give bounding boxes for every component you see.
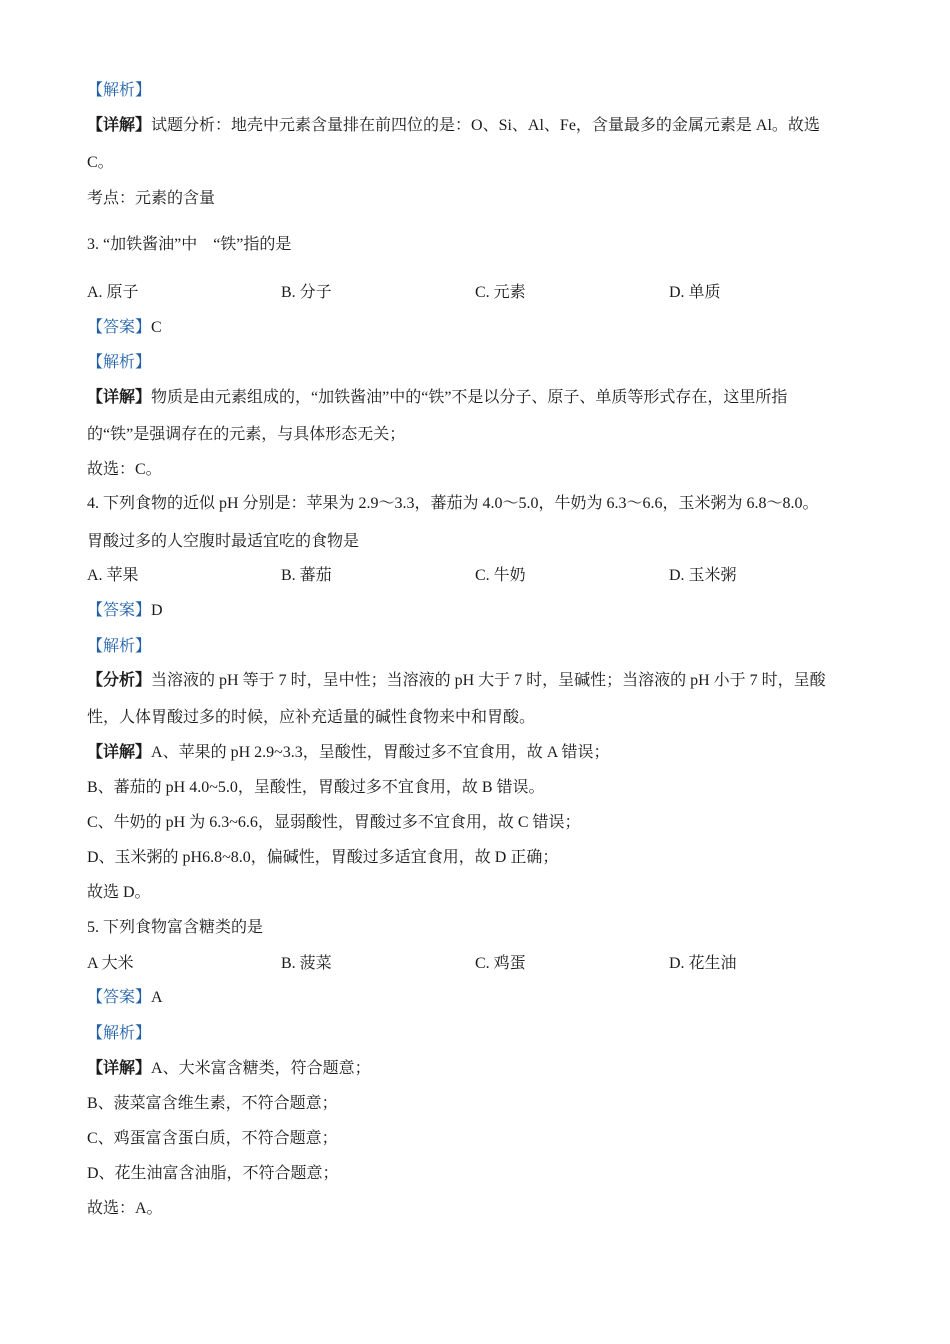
- text: 性，人体胃酸过多的时候，应补充适量的碱性食物来中和胃酸。: [87, 709, 536, 726]
- option-a: A. 原子: [87, 284, 139, 301]
- option-c: C. 元素: [475, 284, 526, 301]
- text-line: [87, 1198, 870, 1220]
- text: 故选：C。: [87, 461, 162, 478]
- option-b: B. 分子: [281, 284, 332, 301]
- question-4-cont: [87, 531, 870, 553]
- option-d: D. 花生油: [669, 955, 737, 972]
- text: D、玉米粥的 pH6.8~8.0，偏碱性，胃酸过多适宜食用，故 D 正确；: [87, 849, 559, 866]
- text-line: [87, 1093, 870, 1115]
- tag-daan: 【答案】: [87, 319, 152, 336]
- answer-value: C: [151, 319, 162, 336]
- text: 当溶液的 pH 等于 7 时，呈中性；当溶液的 pH 大于 7 时，呈碱性；当溶液的 pH 小于 7 时，呈酸: [151, 672, 826, 689]
- explanation-line: [87, 742, 870, 764]
- text-line: [87, 1163, 870, 1185]
- tag-jiexi: 【解析】: [87, 82, 152, 99]
- tag-daan: 【答案】: [87, 602, 152, 619]
- option-c: C. 牛奶: [475, 567, 526, 584]
- section-label: [87, 352, 870, 374]
- section-label: [87, 636, 870, 658]
- tag-xiangjie: 【详解】: [87, 744, 152, 761]
- tag-daan: 【答案】: [87, 989, 152, 1006]
- question-text: 4. 下列食物的近似 pH 分别是：苹果为 2.9～3.3，蕃茄为 4.0～5.0，牛奶为 6.3～6.6，玉米粥为 6.8～8.0。: [87, 495, 819, 512]
- text: D、花生油富含油脂，不符合题意；: [87, 1165, 339, 1182]
- text-line: [87, 882, 870, 904]
- text: 试题分析：地壳中元素含量排在前四位的是：O、Si、Al、Fe，含量最多的金属元素是 Al。故选: [151, 117, 820, 134]
- option-b: B. 菠菜: [281, 955, 332, 972]
- text: 物质是由元素组成的，“加铁酱油”中的“铁”不是以分子、原子、单质等形式存在，这里所指: [151, 389, 788, 406]
- text: 的“铁”是强调存在的元素，与具体形态无关；: [87, 426, 406, 443]
- answer-value: D: [151, 602, 163, 619]
- tag-jiexi: 【解析】: [87, 1025, 152, 1042]
- text: C。: [87, 154, 114, 171]
- question-text: 5. 下列食物富含糖类的是: [87, 919, 264, 936]
- text: 考点：元素的含量: [87, 190, 216, 207]
- analysis-line: [87, 670, 870, 692]
- text: 故选 D。: [87, 884, 151, 901]
- tag-xiangjie: 【详解】: [87, 1060, 152, 1077]
- tag-jiexi: 【解析】: [87, 638, 152, 655]
- question-text: 胃酸过多的人空腹时最适宜吃的食物是: [87, 533, 360, 550]
- answer-value: A: [151, 989, 163, 1006]
- tag-jiexi: 【解析】: [87, 354, 152, 371]
- tag-fenxi: 【分析】: [87, 672, 152, 689]
- explanation-line: [87, 387, 870, 409]
- text: C、鸡蛋富含蛋白质，不符合题意；: [87, 1130, 338, 1147]
- answer-line: [87, 600, 870, 622]
- text-line: [87, 188, 870, 210]
- text: B、蕃茄的 pH 4.0~5.0，呈酸性，胃酸过多不宜食用，故 B 错误。: [87, 779, 545, 796]
- question-4: [87, 493, 870, 515]
- text-line: [87, 847, 870, 869]
- question-text: 3. “加铁酱油”中 “铁”指的是: [87, 236, 292, 253]
- answer-line: [87, 987, 870, 1009]
- text: A、大米富含糖类，符合题意；: [151, 1060, 371, 1077]
- text-line: [87, 152, 870, 174]
- question-3: [87, 234, 870, 256]
- text-line: [87, 707, 870, 729]
- option-a: A 大米: [87, 955, 134, 972]
- text-line: [87, 777, 870, 799]
- option-c: C. 鸡蛋: [475, 955, 526, 972]
- answer-line: [87, 317, 870, 339]
- tag-xiangjie: 【详解】: [87, 117, 152, 134]
- text: C、牛奶的 pH 为 6.3~6.6，显弱酸性，胃酸过多不宜食用，故 C 错误；: [87, 814, 581, 831]
- text: B、菠菜富含维生素，不符合题意；: [87, 1095, 338, 1112]
- explanation-line: [87, 1058, 870, 1080]
- text: 故选：A。: [87, 1200, 163, 1217]
- text-line: [87, 1128, 870, 1150]
- section-label: [87, 1023, 870, 1045]
- text-line: [87, 424, 870, 446]
- question-5: [87, 917, 870, 939]
- text-line: [87, 812, 870, 834]
- section-label: [87, 80, 870, 102]
- option-d: D. 玉米粥: [669, 567, 737, 584]
- option-b: B. 蕃茄: [281, 567, 332, 584]
- tag-xiangjie: 【详解】: [87, 389, 152, 406]
- text: A、苹果的 pH 2.9~3.3，呈酸性，胃酸过多不宜食用，故 A 错误；: [151, 744, 610, 761]
- explanation-line: [87, 115, 870, 137]
- text-line: [87, 459, 870, 481]
- option-d: D. 单质: [669, 284, 721, 301]
- option-a: A. 苹果: [87, 567, 139, 584]
